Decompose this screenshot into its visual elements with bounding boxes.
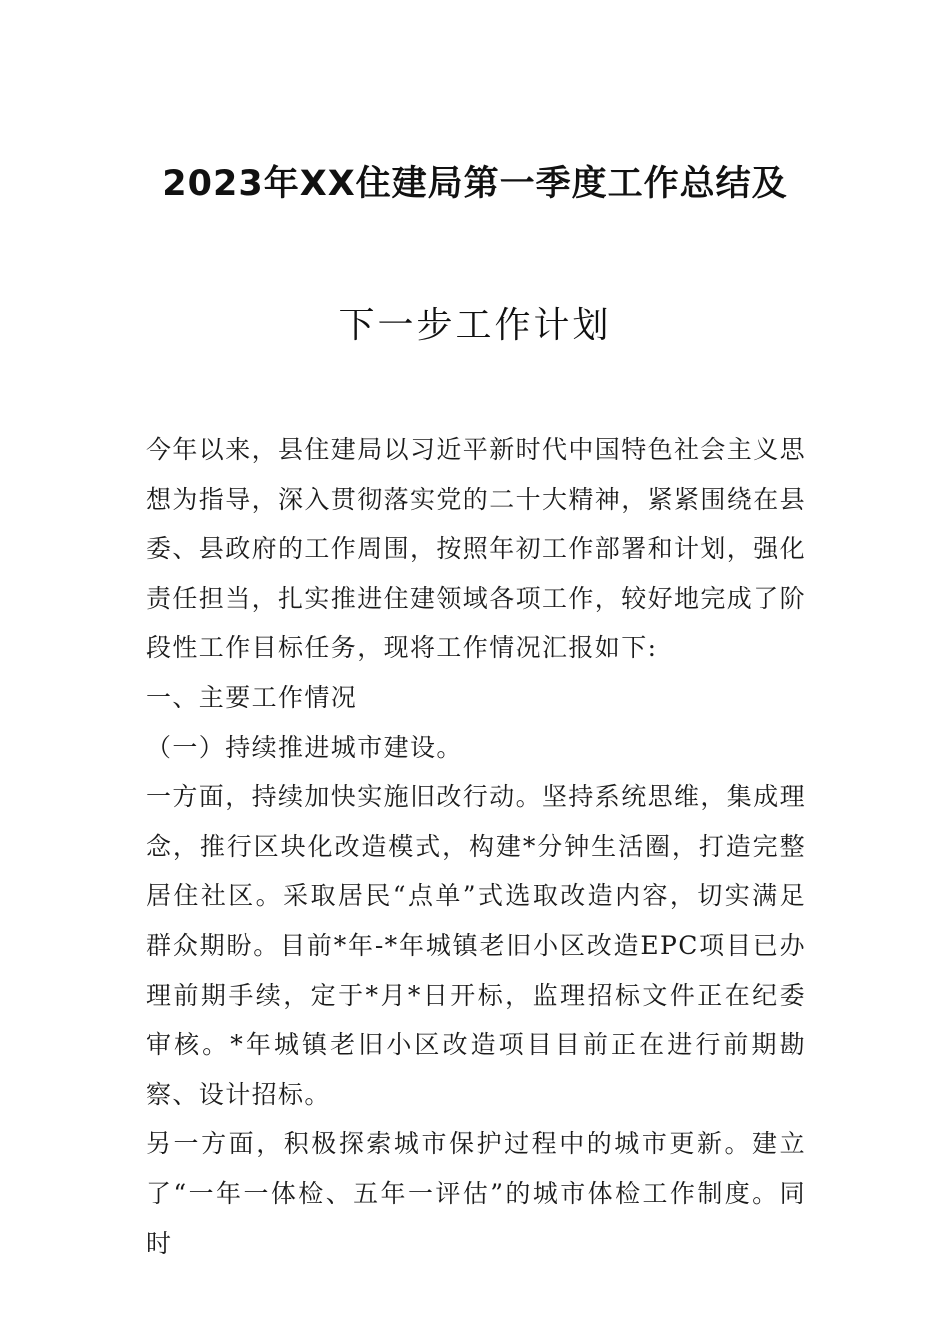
document-body — [146, 425, 806, 1268]
section-heading-main-work: 一、主要工作情况 — [146, 682, 358, 712]
subsection-heading-city-construction: （一）持续推进城市建设。 — [146, 732, 463, 762]
document-title-line1: 2023年XX住建局第一季度工作总结及 — [162, 164, 788, 204]
paragraph-renovation: 一方面，持续加快实施旧改行动。坚持系统思维，集成理念，推行区块化改造模式，构建*分钟生活圈，打造完整居住社区。采取居民“点单”式选取改造内容，切实满足群众期盼。目前*年-*年城镇老旧小区改造EPC项目已办理前期手续，定于*月*日开标，监理招标文件正在纪委审核。*年城镇老旧小区改造项目目前正在进行前期勘察、设计招标。 — [146, 782, 807, 1109]
intro-paragraph: 今年以来，县住建局以习近平新时代中国特色社会主义思想为指导，深入贯彻落实党的二十大精神，紧紧围绕在县委、县政府的工作周围，按照年初工作部署和计划，强化责任担当，扎实推进住建领域各项工作，较好地完成了阶段性工作目标任务，现将工作情况汇报如下: — [146, 435, 807, 663]
paragraph-city-renewal: 另一方面，积极探索城市保护过程中的城市更新。建立了“一年一体检、五年一评估”的城市体检工作制度。同时 — [146, 1129, 806, 1258]
document-title-line2: 下一步工作计划 — [338, 305, 612, 346]
